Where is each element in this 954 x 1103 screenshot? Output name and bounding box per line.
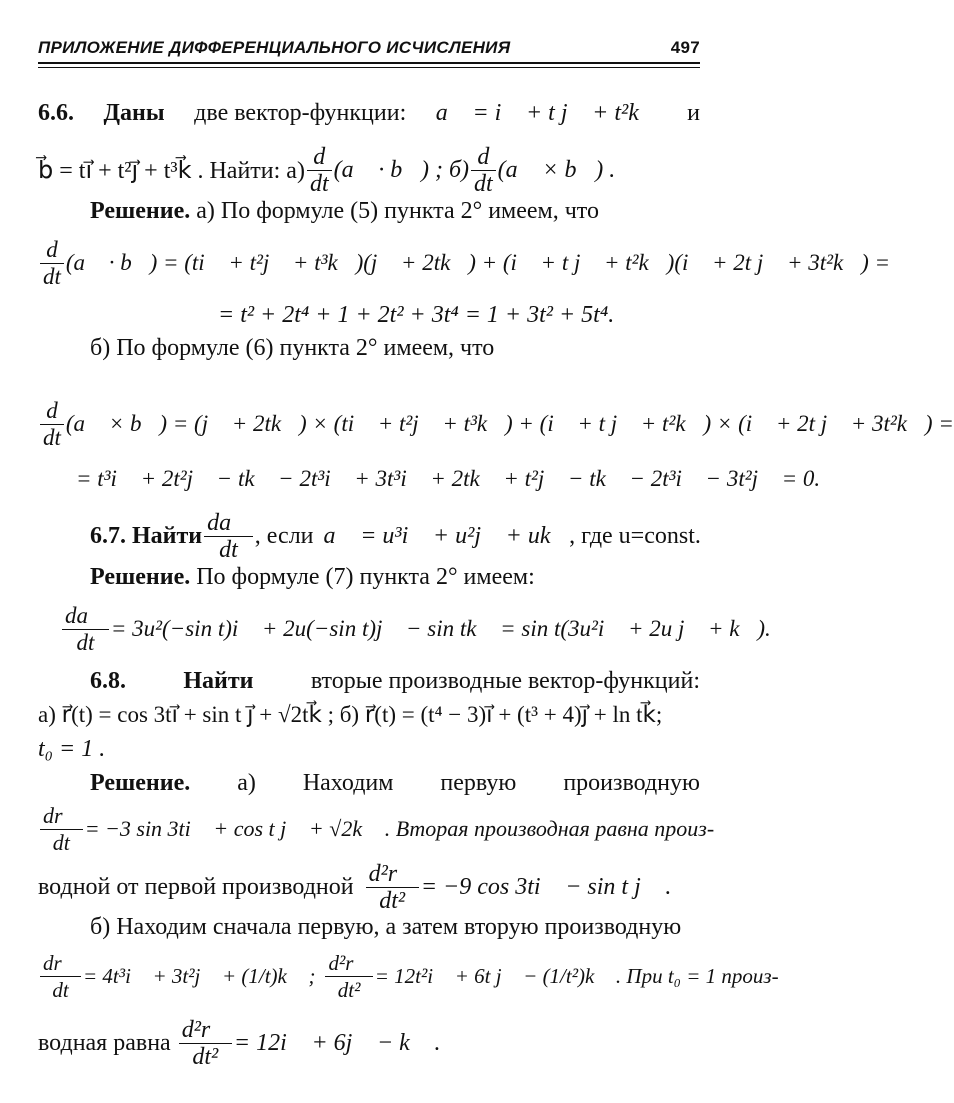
- equation-text: = 12i⃗ + 6j⃗ − k⃗ .: [233, 1029, 441, 1056]
- problem-keyword: Найти: [183, 668, 254, 694]
- derivative-operator: $\frac{d}{dt}$: [40, 398, 64, 451]
- vector-b-def: b⃗ = ti⃗ + t²j⃗ + t³k⃗ . Найти: а): [38, 157, 305, 184]
- problem-text: , если: [254, 522, 314, 549]
- solution-6-8-heading: [38, 768, 700, 798]
- derivative-da-dt: $\frac{da⃗}{dt}$: [62, 603, 109, 656]
- solution-6-8-b: б) Находим сначала первую, а затем вторую производную: [90, 914, 682, 940]
- solution-label: Решение.: [90, 198, 191, 224]
- equation-cross-result: = t³i⃗ + 2t²j⃗ − tk⃗ − 2t³i⃗ + 3t³i⃗ + 2tk⃗ + t²j⃗ − tk⃗ − 2t³i⃗ − 3t²j⃗ = 0.: [76, 466, 821, 491]
- equation-dot-result: = t² + 2t⁴ + 1 + 2t² + 3t⁴ = 1 + 3t² + 5t⁴.: [218, 302, 615, 328]
- cross-product: (a⃗ × b⃗) .: [497, 156, 616, 183]
- header-rule: [38, 62, 700, 64]
- problem-6-6-line2: [38, 140, 700, 200]
- equation-lead-text: водная равна: [38, 1029, 171, 1056]
- derivative-operator: $\frac{d}{dt}$: [471, 144, 496, 197]
- problem-6-8-line2: а) r⃗(t) = cos 3ti⃗ + sin t j⃗ + √2tk⃗ ; б) r⃗(t) = (t⁴ − 3)i⃗ + (t³ + 4)j⃗ + ln tk⃗;: [38, 702, 663, 727]
- solution-label: Решение.: [90, 770, 191, 796]
- equation-text: (a⃗ × b⃗) = (j⃗ + 2tk⃗) × (ti⃗ + t²j⃗ + t³k⃗) + (i⃗ + t j⃗ + t²k⃗) × (i⃗ + 2t j⃗ + 3t²k⃗) =: [65, 411, 954, 436]
- solution-word: а): [237, 770, 256, 796]
- derivative-operator: $\frac{d}{dt}$: [40, 237, 64, 290]
- derivative-d2r-dt2: $\frac{\text{d²r⃗}}{\text{dt²}}$: [325, 950, 372, 1003]
- equation-text: = −9 cos 3ti⃗ − sin t j⃗ .: [420, 873, 672, 900]
- equation-text: (a⃗ · b⃗) = (ti⃗ + t²j⃗ + t³k⃗)(j⃗ + 2tk⃗) + (i⃗ + t j⃗ + t²k⃗)(i⃗ + 2t j⃗ + 3t²k⃗) =: [65, 250, 891, 275]
- problem-6-8-line3: t₀ = 1 .: [38, 736, 106, 762]
- vector-a-def: a⃗ = u³i⃗ + u²j⃗ + uk⃗: [323, 522, 570, 549]
- solution-word: первую: [440, 770, 517, 796]
- problem-number: 6.8.: [90, 668, 126, 694]
- dot-product: (a⃗ · b⃗) ; б): [333, 156, 469, 183]
- solution-6-6-b: б) По формуле (6) пункта 2° имеем, что: [90, 335, 495, 361]
- equation-first-derivative: [38, 798, 715, 860]
- solution-text: По формуле (7) пункта 2° имеем:: [196, 564, 535, 590]
- equation-dot-derivative: [38, 232, 891, 294]
- solution-text: а) По формуле (5) пункта 2° имеем, что: [196, 198, 599, 224]
- equation-da-dt: [38, 598, 771, 660]
- problem-number: 6.6.: [38, 100, 74, 126]
- header-rule-thin: [38, 67, 700, 68]
- equation-text: = 4t³i⃗ + 3t²j⃗ + (1/t)k⃗ ;: [83, 963, 316, 988]
- problem-6-6-line1: [38, 98, 700, 128]
- equation-text: = −3 sin 3ti⃗ + cos t j⃗ + √2k⃗ . Вторая производная равна произ-: [84, 816, 715, 841]
- solution-6-6: [38, 196, 752, 226]
- problem-keyword: Даны: [103, 100, 165, 126]
- equation-lead-text: водной от первой производной: [38, 873, 354, 900]
- vector-a-def: a⃗ = i⃗ + t j⃗ + t²k⃗: [435, 100, 658, 126]
- derivative-dr-dt: $\frac{dr⃗}{dt}$: [40, 950, 81, 1003]
- equation-text: = 3u²(−sin t)i⃗ + 2u(−sin t)j⃗ − sin tk⃗ = sin t(3u²i⃗ + 2u j⃗ + k⃗).: [110, 616, 771, 641]
- equation-final-value: [38, 1012, 700, 1074]
- solution-6-7: [38, 562, 752, 592]
- derivative-dr-dt: $\frac{dr⃗}{dt}$: [40, 803, 83, 856]
- solution-word: Находим: [302, 770, 394, 796]
- solution-word: производную: [563, 770, 700, 796]
- equation-text: = 12t²i⃗ + 6t j⃗ − (1/t²)k⃗ . При t₀ = 1 произ-: [374, 963, 779, 988]
- running-header: [38, 38, 700, 64]
- problem-6-7: [38, 505, 752, 567]
- problem-label: 6.7. Найти: [90, 522, 203, 549]
- problem-tail: , где u=const.: [569, 522, 701, 549]
- conjunction: и: [687, 100, 700, 126]
- page-number: 497: [670, 38, 700, 57]
- derivative-operator: $\frac{d}{dt}$: [307, 144, 332, 197]
- derivative-d2r-dt2: $\frac{\text{d²r⃗}}{\text{dt²}}$: [366, 861, 419, 914]
- problem-text: вторые производные вектор-функций:: [310, 668, 700, 694]
- problem-6-8-line1: [38, 666, 700, 696]
- problem-text: две вектор-функции:: [194, 100, 407, 126]
- header-title: ПРИЛОЖЕНИЕ ДИФФЕРЕНЦИАЛЬНОГО ИСЧИСЛЕНИЯ: [38, 38, 511, 57]
- equation-derivatives-b: [38, 944, 779, 1008]
- derivative-d2r-dt2: $\frac{\text{d²r⃗}}{\text{dt²}}$: [179, 1017, 232, 1070]
- equation-second-derivative: [38, 856, 700, 918]
- derivative-da-dt: $\frac{da⃗}{dt}$: [204, 510, 253, 563]
- solution-label: Решение.: [90, 564, 191, 590]
- equation-cross-derivative: [38, 393, 954, 455]
